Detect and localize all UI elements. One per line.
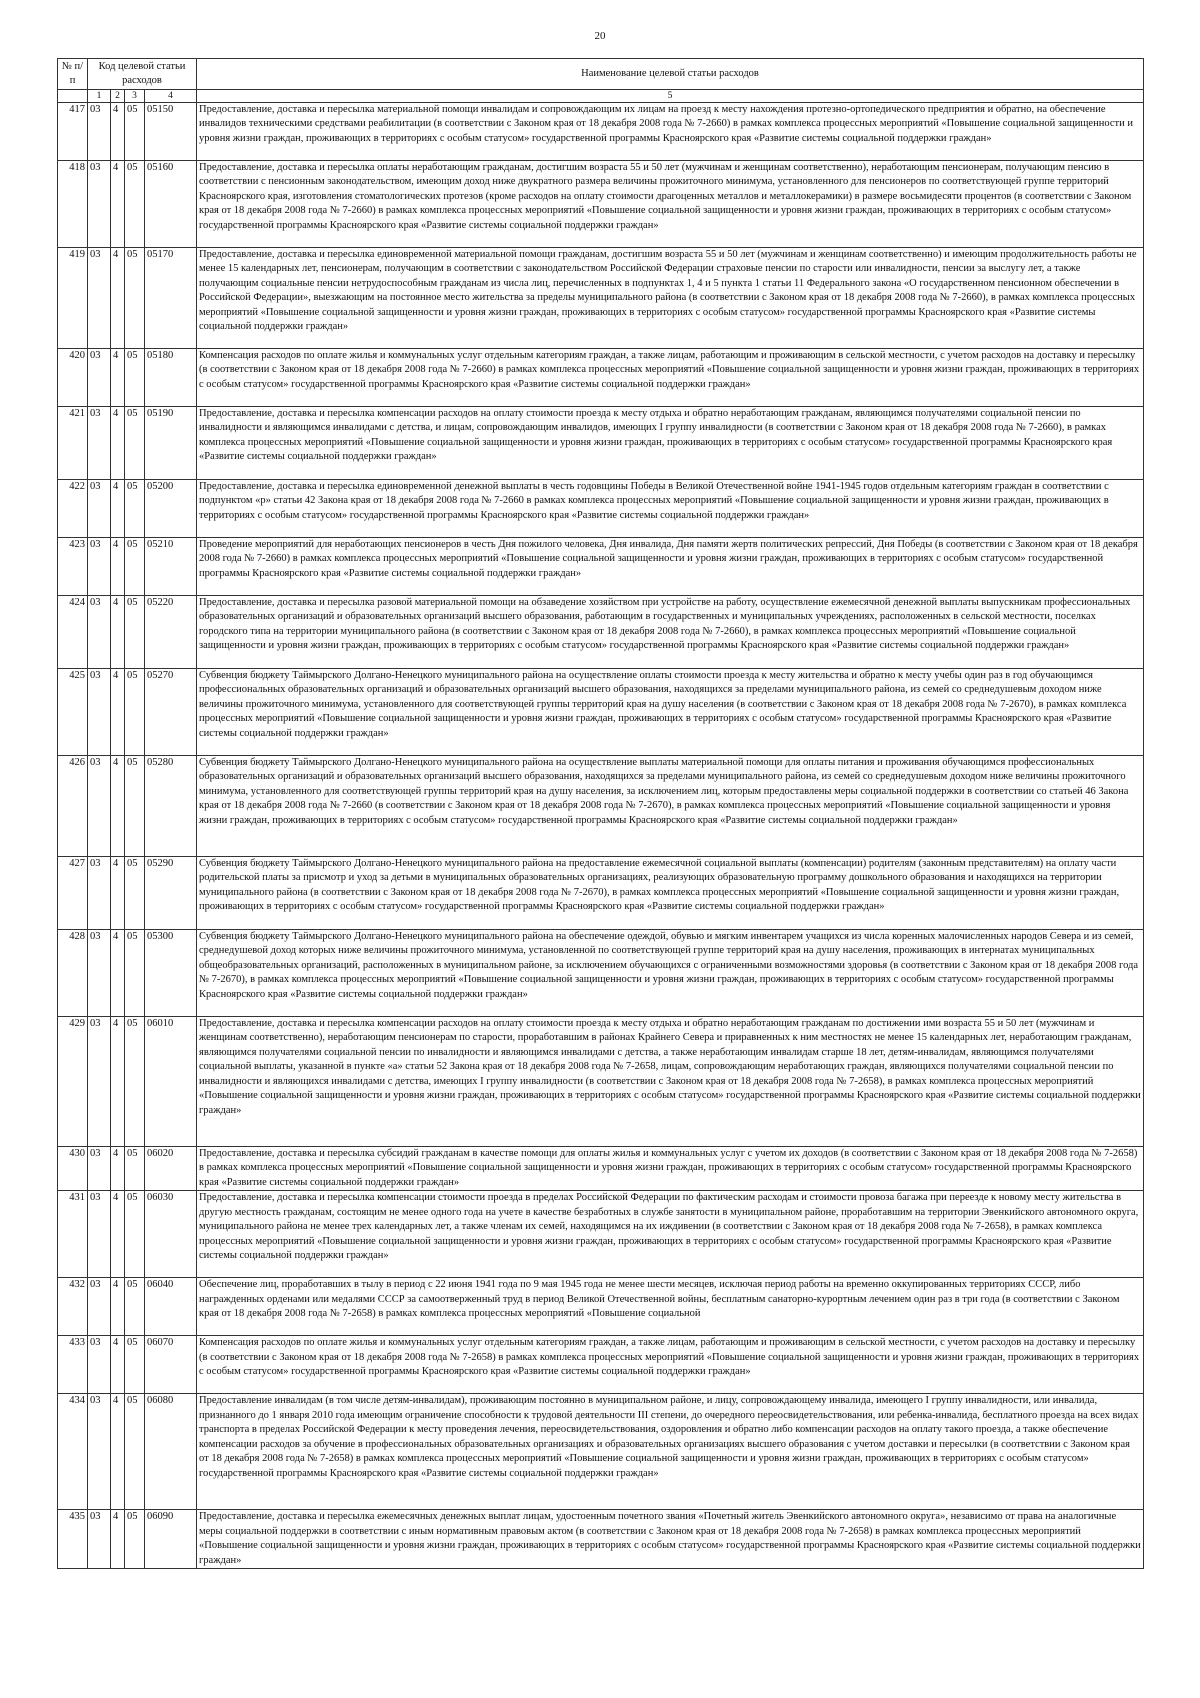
budget-articles-table (57, 58, 1144, 1569)
article-name: Предоставление инвалидам (в том числе детям-инвалидам), проживающим постоянно в муниципальном районе, и лицу, сопровождающему инвалида, имеющего I группу инвалидности, или инвалида, признанного до 1 января 2010 года имеющим ограничение способности к трудовой деятельности III степени, до очередного переосвидетельствования, или ребенка-инвалида, бесплатного проезда на всех видах транспорта в пределах Российской Федерации к месту проведения лечения, переосвидетельствования, оздоровления и обратно либо компенсации расходов на оплату такого проезда, а также обеспечение компенсации расходов за обучение в профессиональных образовательных организациях и образовательных организациях высшего образования с учетом доставки и пересылки (в соответствии с Законом края от 18 декабря 2008 года № 7-2658) в рамках комплекса процессных мероприятий «Повышение социальной защищенности и уровня жизни граждан, проживающих в территориях с особым статусом» государственной программы Красноярского края «Развитие системы социальной поддержки граждан» (197, 1394, 1144, 1510)
code-program: 03 (88, 1191, 111, 1278)
code-complex: 05 (125, 103, 145, 161)
code-complex: 05 (125, 349, 145, 407)
table-row (58, 349, 1144, 407)
code-program: 03 (88, 538, 111, 596)
row-number: 420 (58, 349, 88, 407)
code-program: 03 (88, 669, 111, 756)
header-article-name: Наименование целевой статьи расходов (197, 59, 1144, 90)
code-direction: 05200 (145, 480, 197, 538)
code-subprogram: 4 (111, 538, 125, 596)
table-column-numbers-row (58, 90, 1144, 103)
header-article-code: Код целевой статьи расходов (88, 59, 197, 90)
code-direction: 06090 (145, 1510, 197, 1569)
code-complex: 05 (125, 756, 145, 857)
code-subprogram: 4 (111, 1510, 125, 1569)
code-program: 03 (88, 349, 111, 407)
header-row-number: № п/п (58, 59, 88, 90)
code-complex: 05 (125, 248, 145, 349)
row-number: 435 (58, 1510, 88, 1569)
row-number: 428 (58, 930, 88, 1017)
table-row (58, 756, 1144, 857)
code-complex: 05 (125, 1191, 145, 1278)
code-complex: 05 (125, 538, 145, 596)
code-subprogram: 4 (111, 1278, 125, 1336)
code-direction: 05290 (145, 857, 197, 930)
article-name: Субвенция бюджету Таймырского Долгано-Ненецкого муниципального района на осуществление выплаты материальной помощи для оплаты питания и проживания обучающимся профессиональных образовательных организаций и образовательных организаций высшего образования, находящихся за пределами муниципального района, из семей со среднедушевым доходом ниже величины прожиточного минимума, установленного для соответствующей группы территорий края на душу населения, за исключением лиц, которым предоставлены меры социальной поддержки в соответствии со статьей 46 Закона края от 18 декабря 2008 года № 7-2660 (в соответствии с Законом края от 18 декабря 2008 года № 7-2670), в рамках комплекса процессных мероприятий «Повышение социальной защищенности и уровня жизни граждан, проживающих в территориях с особым статусом» государственной программы Красноярского края «Развитие системы социальной поддержки граждан» (197, 756, 1144, 857)
row-number: 425 (58, 669, 88, 756)
code-subprogram: 4 (111, 1336, 125, 1394)
code-subprogram: 4 (111, 407, 125, 480)
article-name: Предоставление, доставка и пересылка единовременной денежной выплаты в честь годовщины Победы в Великой Отечественной войне 1941-1945 годов отдельным категориям граждан в соответствии с подпунктом «р» статьи 42 Закона края от 18 декабря 2008 года № 7-2660 в рамках комплекса процессных мероприятий «Повышение социальной защищенности и уровня жизни граждан, проживающих в территориях с особым статусом» государственной программы Красноярского края «Развитие системы социальной поддержки граждан» (197, 480, 1144, 538)
code-complex: 05 (125, 1017, 145, 1147)
row-number: 429 (58, 1017, 88, 1147)
table-row (58, 538, 1144, 596)
header-col-number: 2 (111, 90, 125, 103)
table-row (58, 1394, 1144, 1510)
article-name: Предоставление, доставка и пересылка субсидий гражданам в качестве помощи для оплаты жилья и коммунальных услуг с учетом их доходов (в соответствии с Законом края от 18 декабря 2008 года № 7-2658) в рамках комплекса процессных мероприятий «Повышение социальной защищенности и уровня жизни граждан, проживающих в территориях с особым статусом» государственной программы Красноярского края «Развитие системы социальной поддержки граждан» (197, 1147, 1144, 1191)
table-row (58, 480, 1144, 538)
code-subprogram: 4 (111, 480, 125, 538)
code-complex: 05 (125, 407, 145, 480)
code-complex: 05 (125, 480, 145, 538)
row-number: 423 (58, 538, 88, 596)
code-direction: 05160 (145, 161, 197, 248)
table-row (58, 103, 1144, 161)
code-direction: 06030 (145, 1191, 197, 1278)
header-col-number: 4 (145, 90, 197, 103)
table-row (58, 1278, 1144, 1336)
code-direction: 06010 (145, 1017, 197, 1147)
article-name: Компенсация расходов по оплате жилья и коммунальных услуг отдельным категориям граждан, а также лицам, работающим и проживающим в сельской местности, с учетом расходов на доставку и пересылку (в соответствии с Законом края от 18 декабря 2008 года № 7-2658) в рамках комплекса процессных мероприятий «Повышение социальной защищенности и уровня жизни граждан, проживающих в территориях с особым статусом» государственной программы Красноярского края «Развитие системы социальной поддержки граждан» (197, 1336, 1144, 1394)
article-name: Предоставление, доставка и пересылка компенсации расходов на оплату стоимости проезда к месту отдыха и обратно неработающим гражданам, являющимся получателями социальной пенсии по инвалидности и являющимся инвалидами с детства, и лицам, сопровождающим инвалидов, имеющих I группу инвалидности (в соответствии с Законом края от 18 декабря 2008 года № 7-2660), в рамках комплекса процессных мероприятий «Повышение социальной защищенности и уровня жизни граждан, проживающих в территориях с особым статусом» государственной программы Красноярского края «Развитие системы социальной поддержки граждан» (197, 407, 1144, 480)
code-subprogram: 4 (111, 248, 125, 349)
row-number: 433 (58, 1336, 88, 1394)
code-subprogram: 4 (111, 1017, 125, 1147)
table-row (58, 596, 1144, 669)
code-complex: 05 (125, 1394, 145, 1510)
code-complex: 05 (125, 1510, 145, 1569)
table-row (58, 1017, 1144, 1147)
code-subprogram: 4 (111, 857, 125, 930)
table-row (58, 1147, 1144, 1191)
code-subprogram: 4 (111, 1394, 125, 1510)
table-row (58, 407, 1144, 480)
row-number: 419 (58, 248, 88, 349)
article-name: Компенсация расходов по оплате жилья и коммунальных услуг отдельным категориям граждан, а также лицам, работающим и проживающим в сельской местности, с учетом расходов на доставку и пересылку (в соответствии с Законом края от 18 декабря 2008 года № 7-2660) в рамках комплекса процессных мероприятий «Повышение социальной защищенности и уровня жизни граждан, проживающих в территориях с особым статусом» государственной программы Красноярского края «Развитие системы социальной поддержки граждан» (197, 349, 1144, 407)
article-name: Предоставление, доставка и пересылка компенсации стоимости проезда в пределах Российской Федерации по фактическим расходам и стоимости провоза багажа при переезде к новому месту жительства в другую местность гражданам, состоящим не менее одного года на учете в качестве безработных в службе занятости в муниципальном районе, проработавшим на территории Эвенкийского автономного округа, муниципального района не менее трех календарных лет, а также членам их семей, находящимся на их иждивении (в соответствии с Законом края от 18 декабря 2008 года № 7-2658), в рамках комплекса процессных мероприятий «Повышение социальной защищенности и уровня жизни граждан, проживающих в территориях с особым статусом» государственной программы Красноярского края «Развитие системы социальной поддержки граждан» (197, 1191, 1144, 1278)
article-name: Предоставление, доставка и пересылка компенсации расходов на оплату стоимости проезда к месту отдыха и обратно неработающим гражданам по достижении ими возраста 55 и 50 лет (мужчинам и женщинам соответственно), неработающим пенсионерам по старости, проработавшим в районах Крайнего Севера и приравненных к ним местностях не менее 15 календарных лет, неработающим гражданам, являющимся получателями социальной пенсии по инвалидности и являющимся инвалидами с детства, а также неработающим инвалидам старше 18 лет, детям-инвалидам, являющимся получателями социальной выплаты, указанной в пункте «а» статьи 52 Закона края от 18 декабря 2008 года № 7-2658, лицам, сопровождающим неработающих граждан, являющихся получателями социальной пенсии по инвалидности и являющихся инвалидами с детства, имеющих I группу инвалидности (в соответствии с Законом края от 18 декабря 2008 года № 7-2658), в рамках комплекса процессных мероприятий «Повышение социальной защищенности и уровня жизни граждан, проживающих в территориях с особым статусом» государственной программы Красноярского края «Развитие системы социальной поддержки граждан» (197, 1017, 1144, 1147)
header-col-number: 5 (197, 90, 1144, 103)
code-program: 03 (88, 407, 111, 480)
code-program: 03 (88, 1017, 111, 1147)
code-complex: 05 (125, 1278, 145, 1336)
row-number: 421 (58, 407, 88, 480)
code-direction: 05180 (145, 349, 197, 407)
row-number: 426 (58, 756, 88, 857)
code-program: 03 (88, 930, 111, 1017)
row-number: 432 (58, 1278, 88, 1336)
code-direction: 06020 (145, 1147, 197, 1191)
table-body (58, 103, 1144, 1569)
code-program: 03 (88, 1510, 111, 1569)
code-complex: 05 (125, 669, 145, 756)
row-number: 422 (58, 480, 88, 538)
code-program: 03 (88, 248, 111, 349)
code-direction: 05300 (145, 930, 197, 1017)
table-row (58, 248, 1144, 349)
article-name: Субвенция бюджету Таймырского Долгано-Ненецкого муниципального района на осуществление оплаты стоимости проезда к месту жительства и обратно к месту учебы один раз в год обучающимся профессиональных образовательных организаций и образовательных организаций высшего образования, находящихся за пределами муниципального района, из семей со среднедушевым доходом ниже величины прожиточного минимума, установленного для соответствующей группы территорий края на душу населения (в соответствии с Законом края от 18 декабря 2008 года № 7-2670), в рамках комплекса процессных мероприятий «Повышение социальной защищенности и уровня жизни граждан, проживающих в территориях с особым статусом» государственной программы Красноярского края «Развитие системы социальной поддержки граждан» (197, 669, 1144, 756)
article-name: Субвенция бюджету Таймырского Долгано-Ненецкого муниципального района на предоставление ежемесячной социальной выплаты (компенсации) родителям (законным представителям) на оплату части родительской платы за присмотр и уход за детьми в муниципальных образовательных организациях, реализующих образовательную программу дошкольного образования и находящихся на территории муниципального района (в соответствии с Законом края от 18 декабря 2008 года № 7-2670), в рамках комплекса процессных мероприятий «Повышение социальной защищенности и уровня жизни граждан, проживающих в территориях с особым статусом» государственной программы Красноярского края «Развитие системы социальной поддержки граждан» (197, 857, 1144, 930)
article-name: Проведение мероприятий для неработающих пенсионеров в честь Дня пожилого человека, Дня инвалида, Дня памяти жертв политических репрессий, Дня Победы (в соответствии с Законом края от 18 декабря 2008 года № 7-2660) в рамках комплекса процессных мероприятий «Повышение социальной защищенности и уровня жизни граждан, проживающих в территориях с особым статусом» государственной программы Красноярского края «Развитие системы социальной поддержки граждан» (197, 538, 1144, 596)
article-name: Предоставление, доставка и пересылка оплаты неработающим гражданам, достигшим возраста 55 и 50 лет (мужчинам и женщинам соответственно), неработающим пенсионерам, получающим пенсию в соответствии с пенсионным законодательством, имеющим доход ниже двукратного размера величины прожиточного минимума, установленного для пенсионеров по соответствующей группе территорий Красноярского края, изготовления стоматологических протезов (кроме расходов на оплату стоимости драгоценных металлов и металлокерамики) в размере восьмидесяти процентов (в соответствии с Законом края от 18 декабря 2008 года № 7-2660) в рамках комплекса процессных мероприятий «Повышение социальной защищенности и уровня жизни граждан, проживающих в территориях с особым статусом» государственной программы Красноярского края «Развитие системы социальной поддержки граждан» (197, 161, 1144, 248)
code-subprogram: 4 (111, 161, 125, 248)
table-row (58, 161, 1144, 248)
table-header-row (58, 59, 1144, 90)
row-number: 427 (58, 857, 88, 930)
row-number: 424 (58, 596, 88, 669)
code-complex: 05 (125, 930, 145, 1017)
code-direction: 06070 (145, 1336, 197, 1394)
table-row (58, 857, 1144, 930)
article-name: Предоставление, доставка и пересылка материальной помощи инвалидам и сопровождающим их лицам на проезд к месту нахождения протезно-ортопедического предприятия и обратно, на обеспечение инвалидов техническими средствами реабилитации (в соответствии с Законом края от 18 декабря 2008 года № 7-2660) в рамках комплекса процессных мероприятий «Повышение социальной защищенности и уровня жизни граждан, проживающих в территориях с особым статусом» государственной программы Красноярского края «Развитие системы социальной поддержки граждан» (197, 103, 1144, 161)
article-name: Субвенция бюджету Таймырского Долгано-Ненецкого муниципального района на обеспечение одеждой, обувью и мягким инвентарем учащихся из числа коренных малочисленных народов Севера и из семей, среднедушевой доход которых ниже величины прожиточного минимума, установленной по соответствующей группе территорий края на душу населения, проживающих в интернатах муниципальных общеобразовательных организаций, расположенных в муниципальном районе, за исключением обучающихся с ограниченными возможностями здоровья (в соответствии с Законом края от 18 декабря 2008 года № 7-2670), в рамках комплекса процессных мероприятий «Повышение социальной защищенности и уровня жизни граждан, проживающих в территориях с особым статусом» государственной программы Красноярского края «Развитие системы социальной поддержки граждан» (197, 930, 1144, 1017)
code-program: 03 (88, 161, 111, 248)
code-subprogram: 4 (111, 349, 125, 407)
code-complex: 05 (125, 857, 145, 930)
code-subprogram: 4 (111, 756, 125, 857)
code-program: 03 (88, 1278, 111, 1336)
table-row (58, 1336, 1144, 1394)
code-subprogram: 4 (111, 1147, 125, 1191)
header-col-number: 3 (125, 90, 145, 103)
code-program: 03 (88, 756, 111, 857)
code-subprogram: 4 (111, 930, 125, 1017)
code-complex: 05 (125, 161, 145, 248)
row-number: 417 (58, 103, 88, 161)
code-complex: 05 (125, 596, 145, 669)
code-subprogram: 4 (111, 596, 125, 669)
article-name: Предоставление, доставка и пересылка единовременной материальной помощи гражданам, достигшим возраста 55 и 50 лет (мужчинам и женщинам соответственно) и имеющим продолжительность работы не менее 15 календарных лет, пенсионерам, получающим в соответствии с законодательством Российской Федерации страховые пенсии по старости или инвалидности, пенсии за выслугу лет, а также получающим социальные пенсии нетрудоспособным гражданам из числа лиц, перечисленных в подпунктах 1, 4 и 5 пункта 1 статьи 11 Федерального закона «О государственном пенсионном обеспечении в Российской Федерации», выезжающим на постоянное место жительства за пределы муниципального района (в соответствии с Законом края от 18 декабря 2008 года № 7-2660), в рамках комплекса процессных мероприятий «Повышение социальной защищенности и уровня жизни граждан, проживающих в территориях с особым статусом» государственной программы Красноярского края «Развитие системы социальной поддержки граждан» (197, 248, 1144, 349)
article-name: Предоставление, доставка и пересылка ежемесячных денежных выплат лицам, удостоенным почетного звания «Почетный житель Эвенкийского автономного округа», независимо от права на аналогичные меры социальной поддержки в соответствии с иным нормативным правовым актом (в соответствии с Законом края от 18 декабря 2008 года № 7-2658) в рамках комплекса процессных мероприятий «Повышение социальной защищенности и уровня жизни граждан, проживающих в территориях с особым статусом» государственной программы Красноярского края «Развитие системы социальной поддержки граждан» (197, 1510, 1144, 1569)
code-subprogram: 4 (111, 103, 125, 161)
code-direction: 05280 (145, 756, 197, 857)
table-row (58, 1510, 1144, 1569)
code-program: 03 (88, 857, 111, 930)
code-program: 03 (88, 596, 111, 669)
code-direction: 06040 (145, 1278, 197, 1336)
page-number: 20 (594, 30, 606, 42)
code-direction: 05270 (145, 669, 197, 756)
code-program: 03 (88, 1336, 111, 1394)
code-complex: 05 (125, 1147, 145, 1191)
article-name: Обеспечение лиц, проработавших в тылу в период с 22 июня 1941 года по 9 мая 1945 года не менее шести месяцев, исключая период работы на временно оккупированных территориях СССР, либо награжденных орденами или медалями СССР за самоотверженный труд в период Великой Отечественной войны, бесплатным санаторно-курортным лечением один раз в три года (в соответствии с Законом края от 18 декабря 2008 года № 7-2658) в рамках комплекса процессных мероприятий «Повышение социальной (197, 1278, 1144, 1336)
table-row (58, 930, 1144, 1017)
article-name: Предоставление, доставка и пересылка разовой материальной помощи на обзаведение хозяйством при устройстве на работу, осуществление ежемесячной денежной выплаты выпускникам профессиональных образовательных организаций и образовательных организаций высшего образования, работающим в государственных и муниципальных учреждениях, расположенных в сельской местности, поселках городского типа на территории муниципального района (в соответствии с Законом края от 18 декабря 2008 года № 7-2660), в рамках комплекса процессных мероприятий «Повышение социальной защищенности и уровня жизни граждан, проживающих в территориях с особым статусом» государственной программы Красноярского края «Развитие системы социальной поддержки граждан» (197, 596, 1144, 669)
code-direction: 05220 (145, 596, 197, 669)
code-program: 03 (88, 1394, 111, 1510)
header-col-number: 1 (88, 90, 111, 103)
table-row (58, 1191, 1144, 1278)
code-program: 03 (88, 480, 111, 538)
code-program: 03 (88, 1147, 111, 1191)
code-direction: 05150 (145, 103, 197, 161)
code-subprogram: 4 (111, 669, 125, 756)
code-direction: 05190 (145, 407, 197, 480)
code-complex: 05 (125, 1336, 145, 1394)
table-row (58, 669, 1144, 756)
code-direction: 05170 (145, 248, 197, 349)
row-number: 434 (58, 1394, 88, 1510)
code-direction: 06080 (145, 1394, 197, 1510)
row-number: 431 (58, 1191, 88, 1278)
code-program: 03 (88, 103, 111, 161)
row-number: 430 (58, 1147, 88, 1191)
code-direction: 05210 (145, 538, 197, 596)
header-col-number-blank (58, 90, 88, 103)
code-subprogram: 4 (111, 1191, 125, 1278)
row-number: 418 (58, 161, 88, 248)
